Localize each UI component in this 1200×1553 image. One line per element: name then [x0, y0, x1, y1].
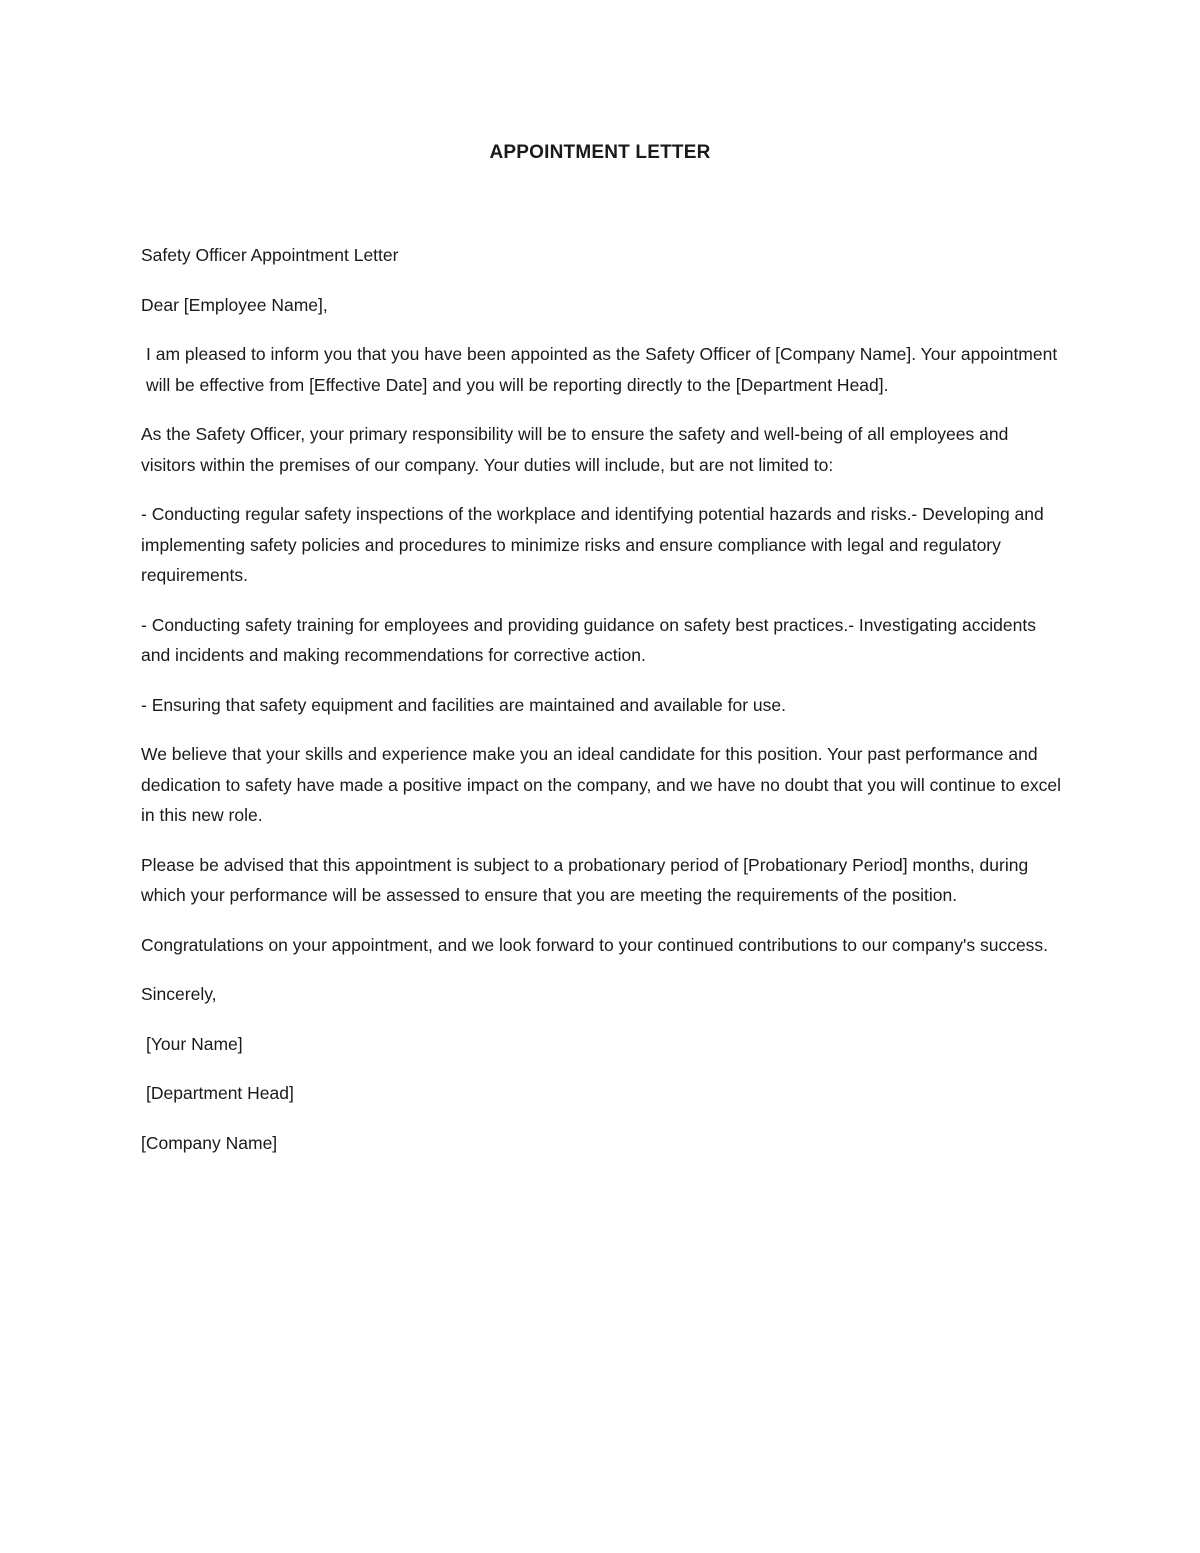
signature-company: [Company Name] [141, 1132, 278, 1153]
paragraph-duties-equipment: - Ensuring that safety equipment and facilities are maintained and available for use. [141, 694, 786, 715]
signature-name: [Your Name] [146, 1033, 243, 1054]
signature-position: [Department Head] [146, 1083, 294, 1103]
paragraph-confidence: We believe that your skills and experience make you an ideal candidate for this position. Your past performance and dedication to safety have made a positive impact on the company, and we have no doubt that you will continue to excel in this new role. [141, 744, 1061, 825]
paragraph-appointment: I am pleased to inform you that you have been appointed as the Safety Officer of [Company Name]. Your appointment will be effective from [Effective Date] and you will be reporting directly to the [Department Head]. [146, 344, 1058, 395]
paragraph-duties-inspections: - Conducting regular safety inspections of the workplace and identifying potential hazards and risks.- Developing and implementing safety policies and procedures to minimize risks and ensure compliance with legal and regulatory requirements. [141, 504, 1044, 585]
letter-subject: Safety Officer Appointment Letter [141, 245, 399, 265]
paragraph-congratulations: Congratulations on your appointment, and we look forward to your continued contributions to our company's success. [141, 934, 1049, 955]
letter-salutation: Dear [Employee Name], [141, 294, 328, 315]
paragraph-duties-training: - Conducting safety training for employees and providing guidance on safety best practices.- Investigating accidents and incidents and making recommendations for corrective action. [141, 614, 1036, 665]
letter-closing: Sincerely, [141, 984, 217, 1004]
letter-body [141, 240, 1061, 1177]
paragraph-probation: Please be advised that this appointment is subject to a probationary period of [Probationary Period] months, during which your performance will be assessed to ensure that you are meeting the requirements of the position. [141, 854, 1029, 905]
document-title: APPOINTMENT LETTER [489, 142, 711, 163]
paragraph-responsibility: As the Safety Officer, your primary responsibility will be to ensure the safety and well-being of all employees and visitors within the premises of our company. Your duties will include, but are not limited to: [141, 424, 1009, 475]
